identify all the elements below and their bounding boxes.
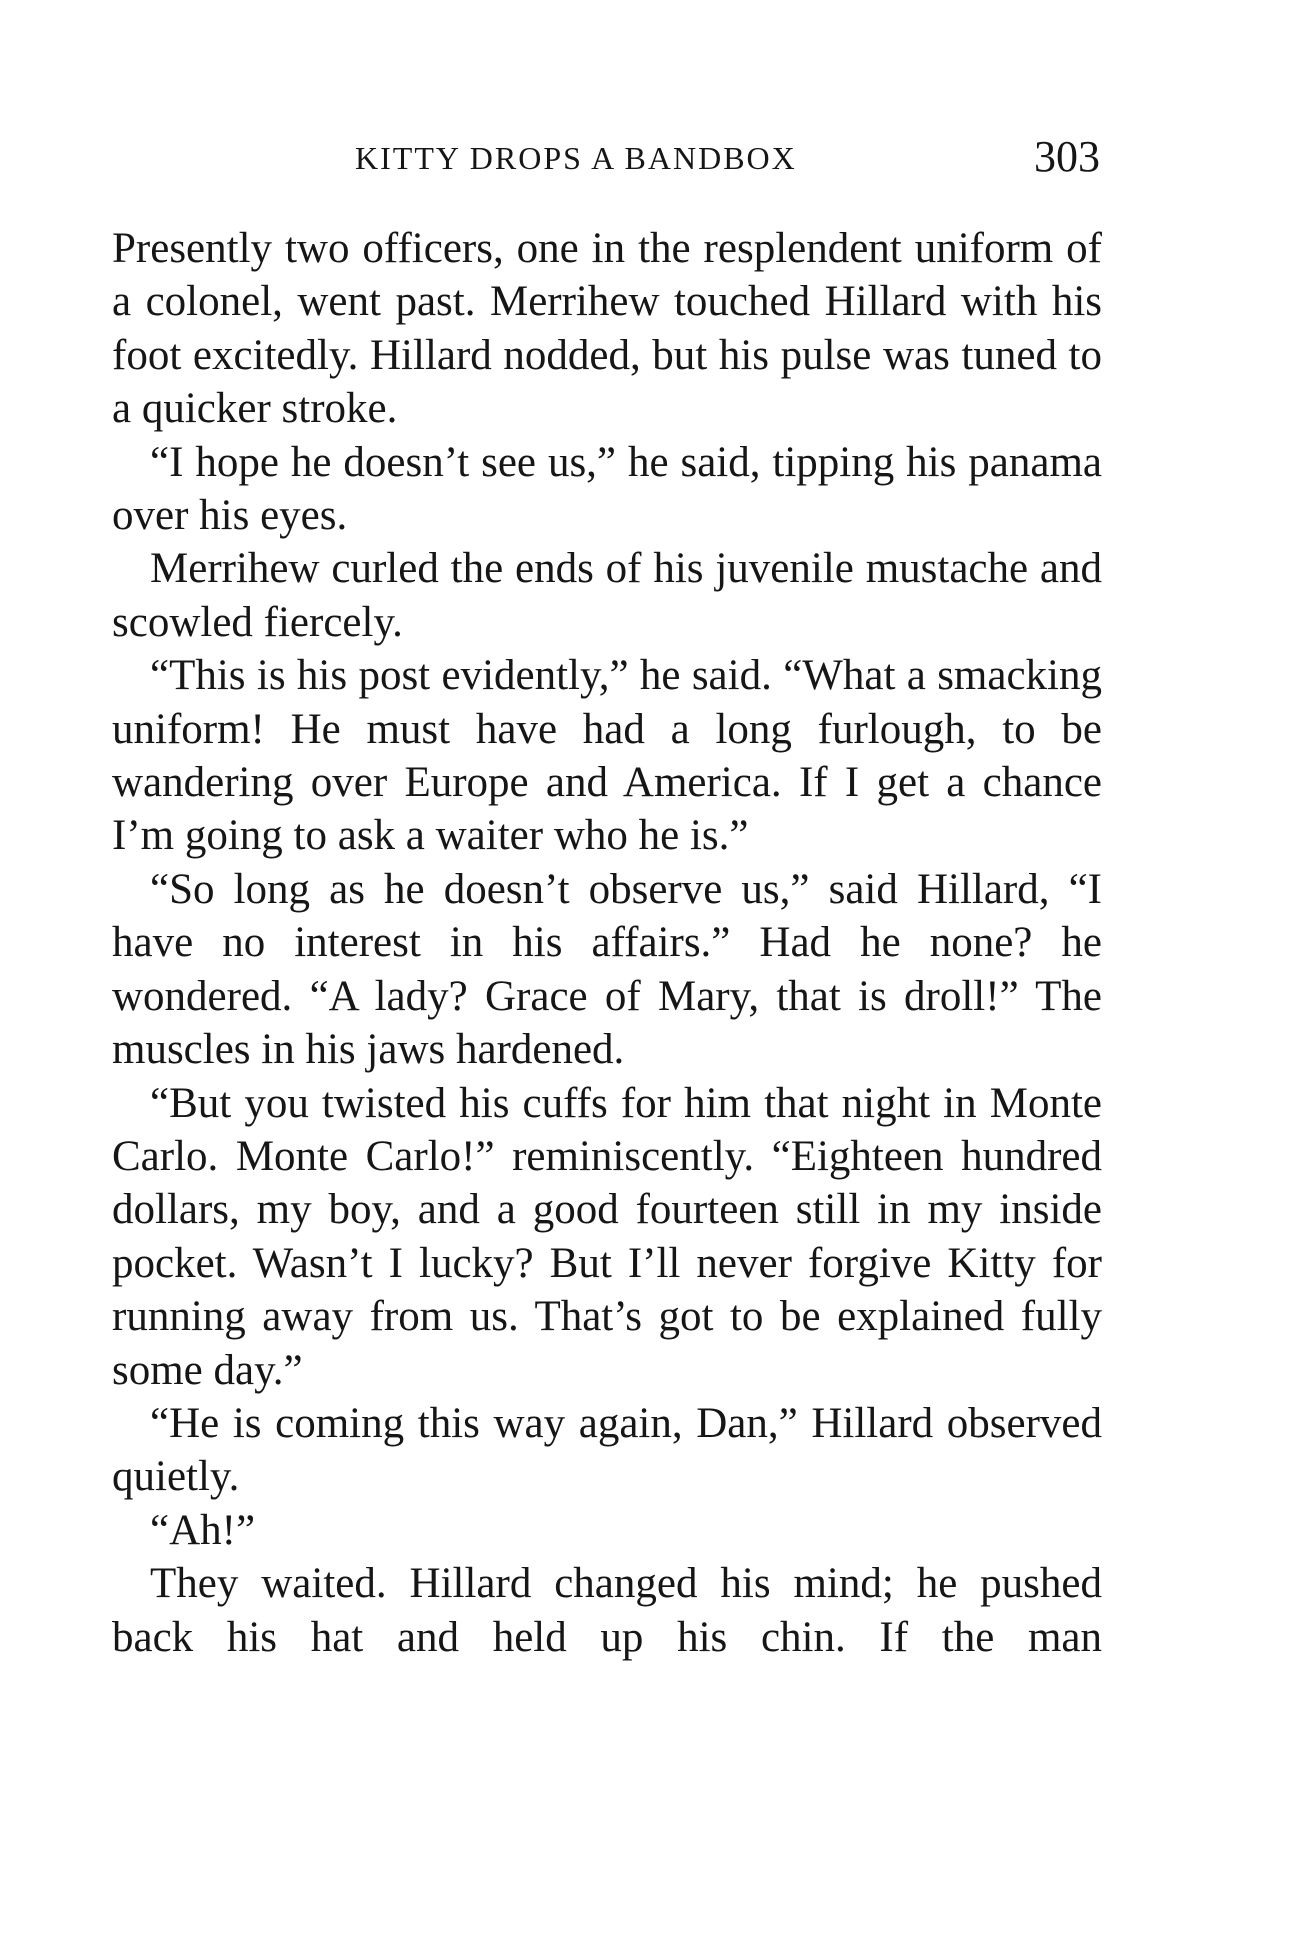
running-head [355, 132, 1100, 188]
paragraph: Presently two officers, one in the resplendent uniform of a colonel, went past. Merrihew touched Hillard with his foot excitedly. Hillard nodded, but his pulse was tuned to a quicker stroke. [112, 225, 1102, 433]
paragraph: “But you twisted his cuffs for him that night in Monte Carlo. Monte Carlo!” reminiscently. “Eighteen hundred dollars, my boy, and a good fourteen still in my inside pocket. Wasn’t I lucky? But I’ll never forgive Kitty for running away from us. That’s got to be explained fully some day.” [112, 1079, 1102, 1394]
paragraph: They waited. Hillard changed his mind; he pushed back his hat and held up his chin. If the man [112, 1560, 1102, 1661]
paragraph: “I hope he doesn’t see us,” he said, tipping his panama over his eyes. [112, 438, 1102, 540]
paragraph: “So long as he doesn’t observe us,” said Hillard, “I have no interest in his affairs.” Had he none? he wondered. “A lady? Grace of Mary, that is droll!” The muscles in his jaws hardened. [112, 865, 1102, 1074]
paragraph: Merrihew curled the ends of his juvenile mustache and scowled fiercely. [112, 545, 1102, 646]
paragraph: “Ah!” [150, 1506, 256, 1554]
running-title: KITTY DROPS A BANDBOX [355, 140, 797, 176]
page-number: 303 [1034, 132, 1100, 181]
paragraph: “This is his post evidently,” he said. “What a smacking uniform! He must have had a long furlough, to be wandering over Europe and America. If I get a chance I’m going to ask a waiter who he is.” [112, 652, 1102, 860]
paragraph: “He is coming this way again, Dan,” Hillard observed quietly. [112, 1399, 1102, 1501]
body-text [112, 222, 1102, 1664]
